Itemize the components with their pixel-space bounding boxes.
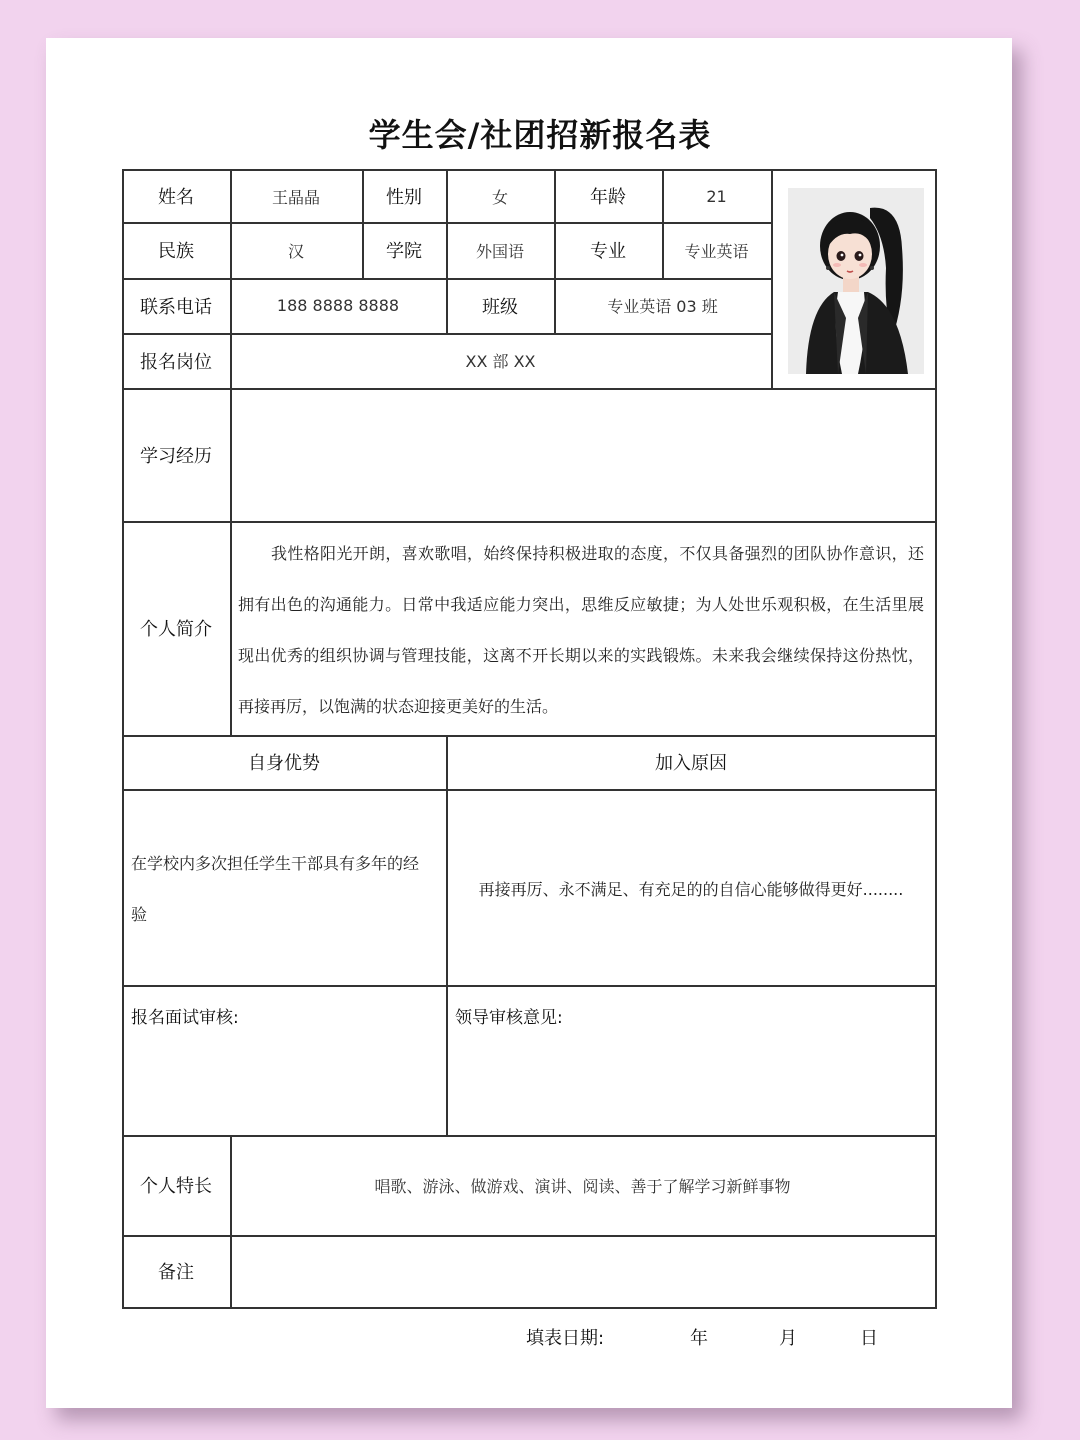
name-value[interactable]: 王晶晶 <box>271 187 320 207</box>
college-value[interactable]: 外国语 <box>475 241 524 261</box>
intro-text[interactable]: 我性格阳光开朗，喜欢歌唱，始终保持积极进取的态度，不仅具备强烈的团队协作意识，还拥有出色的沟通能力。日常中我适应能力突出，思维反应敏捷；为人处世乐观积极，在生活里展现出优秀的组织协调与管理技能，这离不开长期以来的实践锻炼。未来我会继续保持这份热忱，再接再厉，以饱满的状态迎接更美好的生活。 <box>238 544 924 716</box>
position-label: 报名岗位 <box>140 351 212 373</box>
age-value[interactable]: 21 <box>706 186 727 206</box>
study-label: 学习经历 <box>140 445 212 467</box>
remarks-value[interactable] <box>230 1235 935 1307</box>
skills-label: 个人特长 <box>140 1176 212 1197</box>
age-label: 年龄 <box>590 187 626 208</box>
intro-label: 个人简介 <box>140 619 212 640</box>
phone-label: 联系电话 <box>140 296 212 318</box>
profile-photo <box>788 188 924 374</box>
college-label: 学院 <box>386 241 422 262</box>
class-label: 班级 <box>482 296 518 318</box>
ethnicity-label: 民族 <box>158 241 194 262</box>
reason-text[interactable]: 再接再厉、永不满足、有充足的的自信心能够做得更好........ <box>478 879 904 899</box>
name-label: 姓名 <box>158 187 194 208</box>
grid-line <box>122 1307 936 1309</box>
date-label: 填表日期: <box>526 1328 605 1349</box>
gender-label: 性别 <box>386 187 422 208</box>
phone-value[interactable]: 188 8888 8888 <box>276 296 400 315</box>
grid-line <box>771 169 773 389</box>
gender-value[interactable]: 女 <box>491 187 508 207</box>
advantage-label: 自身优势 <box>248 753 320 774</box>
major-value[interactable]: 专业英语 <box>684 241 749 261</box>
grid-line <box>122 521 936 523</box>
date-day: 日 <box>860 1328 878 1349</box>
leader-review-label: 领导审核意见: <box>455 1008 563 1028</box>
date-year: 年 <box>690 1328 708 1349</box>
position-value[interactable]: XX 部 XX <box>465 352 536 371</box>
study-value[interactable] <box>230 388 935 521</box>
skills-text[interactable]: 唱歌、游泳、做游戏、演讲、阅读、善于了解学习新鲜事物 <box>374 1176 791 1196</box>
interview-review-label: 报名面试审核: <box>131 1008 239 1028</box>
reason-label: 加入原因 <box>655 753 727 774</box>
class-value[interactable]: 专业英语 03 班 <box>607 297 718 316</box>
major-label: 专业 <box>590 241 626 262</box>
remarks-label: 备注 <box>158 1262 194 1283</box>
form-title: 学生会/社团招新报名表 <box>368 116 712 154</box>
date-month: 月 <box>779 1328 797 1349</box>
ethnicity-value[interactable]: 汉 <box>287 241 304 261</box>
advantage-text[interactable]: 在学校内多次担任学生干部具有多年的经验 <box>131 854 420 924</box>
avatar-illustration <box>788 188 924 374</box>
